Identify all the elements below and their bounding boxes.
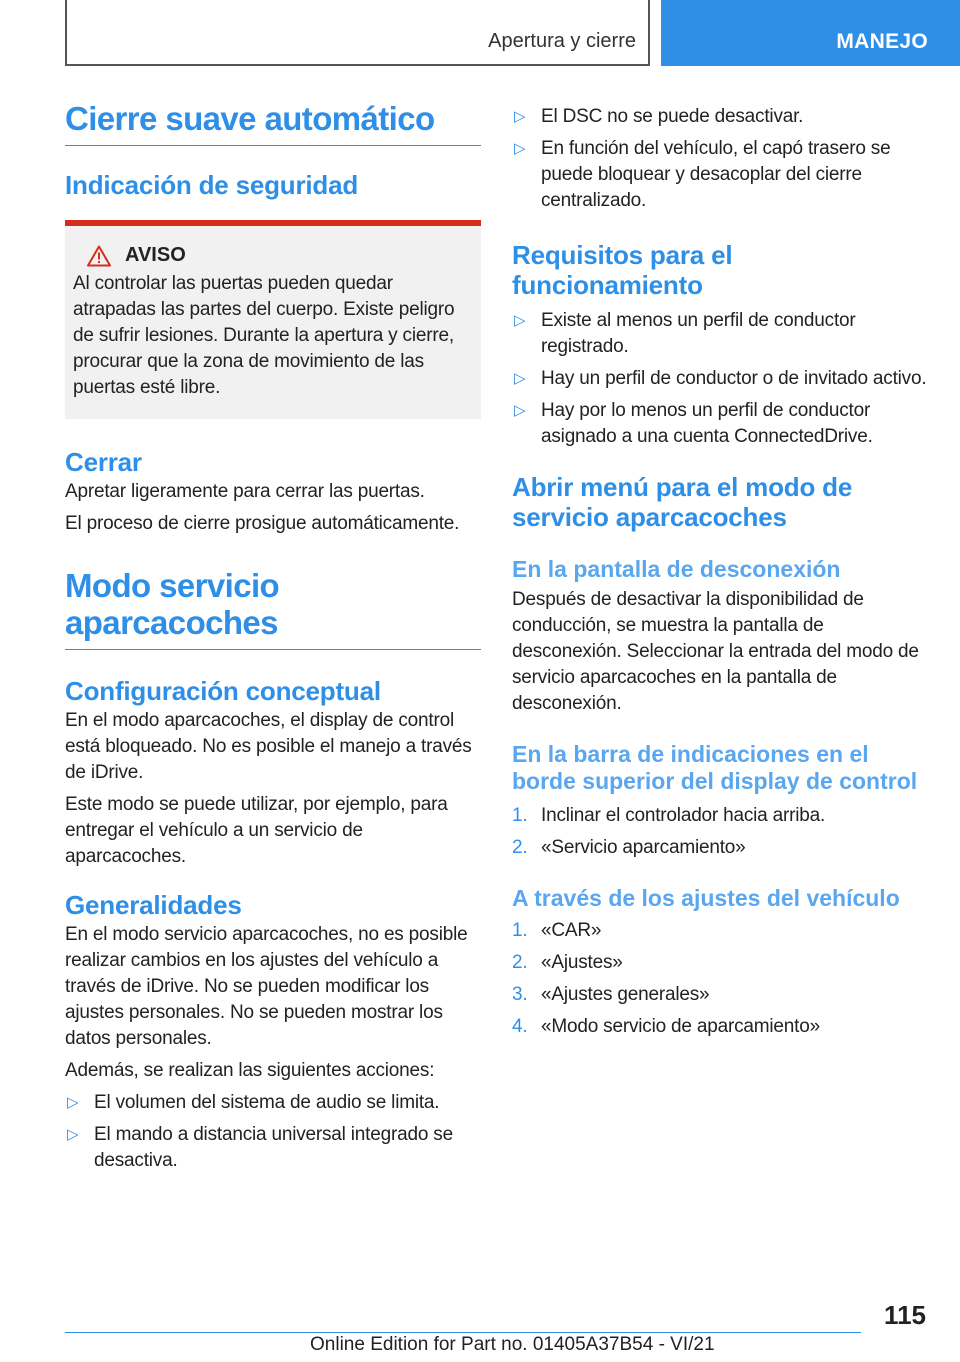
requirements-list xyxy=(512,308,928,450)
left-column xyxy=(65,100,481,1174)
close-text-2: El proceso de cierre prosigue automáticamente. xyxy=(65,513,460,534)
heading-valet-mode: Modo servicio aparcacoches xyxy=(65,567,280,641)
list-item: ▷ Existe al menos un perfil de conductor registrado. xyxy=(514,310,856,357)
heading-concept: Configuración conceptual xyxy=(65,676,381,706)
vehicle-settings-steps xyxy=(512,918,928,1040)
section-tab xyxy=(661,0,960,66)
list-item: 2. «Servicio aparcamiento» xyxy=(512,837,746,858)
page-header xyxy=(65,0,960,66)
shutdown-screen-text: Después de desactivar la disponibilidad de conducción, se muestra la pantalla de desconexión. Seleccionar la entrada del modo de servicio aparcacoches en la pantalla de desconexión. xyxy=(512,589,919,714)
right-column xyxy=(512,100,928,1040)
list-item: ▷ El volumen del sistema de audio se limita. xyxy=(65,1090,481,1116)
heading-soft-close: Cierre suave automático xyxy=(65,100,435,137)
triangle-bullet-icon: ▷ xyxy=(514,370,526,387)
list-item: ▷ En función del vehículo, el capó trasero se puede bloquear y desacoplar del cierre centralizado. xyxy=(514,138,891,211)
edition-note: Online Edition for Part no. 01405A37B54 - VI/21 xyxy=(310,1334,715,1355)
heading-rule xyxy=(65,649,481,650)
general-text-1: En el modo servicio aparcacoches, no es posible realizar cambios en los ajustes del vehículo a través de iDrive. No se pueden modificar los ajustes personales. No se pueden mostrar los datos personales. xyxy=(65,924,468,1049)
list-item: 3. «Ajustes generales» xyxy=(512,984,710,1005)
list-item: 1. Inclinar el controlador hacia arriba. xyxy=(512,805,826,826)
chapter-title: Apertura y cierre xyxy=(488,30,636,52)
heading-shutdown-screen: En la pantalla de desconexión xyxy=(512,556,841,582)
list-item: 4. «Modo servicio de aparcamiento» xyxy=(512,1016,820,1037)
warning-text: Al controlar las puertas pueden quedar atrapadas las partes del cuerpo. Existe peligro de sufrir lesiones. Durante la apertura y cierre, procurar que la zona de movimiento de las puertas esté libre. xyxy=(73,273,455,398)
chapter-tab xyxy=(65,0,650,66)
status-bar-steps xyxy=(512,803,928,861)
heading-general: Generalidades xyxy=(65,890,242,920)
heading-rule xyxy=(65,145,481,146)
triangle-bullet-icon: ▷ xyxy=(514,140,526,157)
warning-triangle-icon xyxy=(87,245,111,267)
list-item: 1. «CAR» xyxy=(512,920,602,941)
triangle-bullet-icon: ▷ xyxy=(514,402,526,419)
section-title: MANEJO xyxy=(836,30,928,53)
heading-requirements: Requisitos para el funcionamiento xyxy=(512,240,733,300)
actions-list-continued xyxy=(512,104,928,214)
list-item: ▷ Hay por lo menos un perfil de conductor asignado a una cuenta ConnectedDrive. xyxy=(514,400,873,447)
list-item: ▷ El DSC no se puede desactivar. xyxy=(512,104,928,130)
general-text-2: Además, se realizan las siguientes acciones: xyxy=(65,1060,435,1081)
footer-rule xyxy=(65,1332,861,1333)
triangle-bullet-icon: ▷ xyxy=(514,312,526,329)
list-item: ▷ Hay un perfil de conductor o de invitado activo. xyxy=(512,366,928,392)
close-text-1: Apretar ligeramente para cerrar las puertas. xyxy=(65,481,425,502)
heading-vehicle-settings: A través de los ajustes del vehículo xyxy=(512,885,900,911)
concept-text-1: En el modo aparcacoches, el display de control está bloqueado. No es posible el manejo a través de iDrive. xyxy=(65,710,472,783)
list-item: ▷ El mando a distancia universal integrado se desactiva. xyxy=(67,1124,453,1171)
heading-close: Cerrar xyxy=(65,447,142,477)
warning-title: AVISO xyxy=(125,244,186,266)
warning-box xyxy=(65,226,481,419)
page-number: 115 xyxy=(884,1300,926,1330)
actions-list xyxy=(65,1090,481,1174)
triangle-bullet-icon: ▷ xyxy=(514,108,526,125)
heading-status-bar: En la barra de indicaciones en el borde superior del display de control xyxy=(512,741,918,794)
triangle-bullet-icon: ▷ xyxy=(67,1126,79,1143)
list-item: 2. «Ajustes» xyxy=(512,952,623,973)
concept-text-2: Este modo se puede utilizar, por ejemplo, para entregar el vehículo a un servicio de aparcacoches. xyxy=(65,794,448,867)
heading-safety: Indicación de seguridad xyxy=(65,170,359,200)
heading-open-menu: Abrir menú para el modo de servicio aparcacoches xyxy=(512,472,853,532)
triangle-bullet-icon: ▷ xyxy=(67,1094,79,1111)
